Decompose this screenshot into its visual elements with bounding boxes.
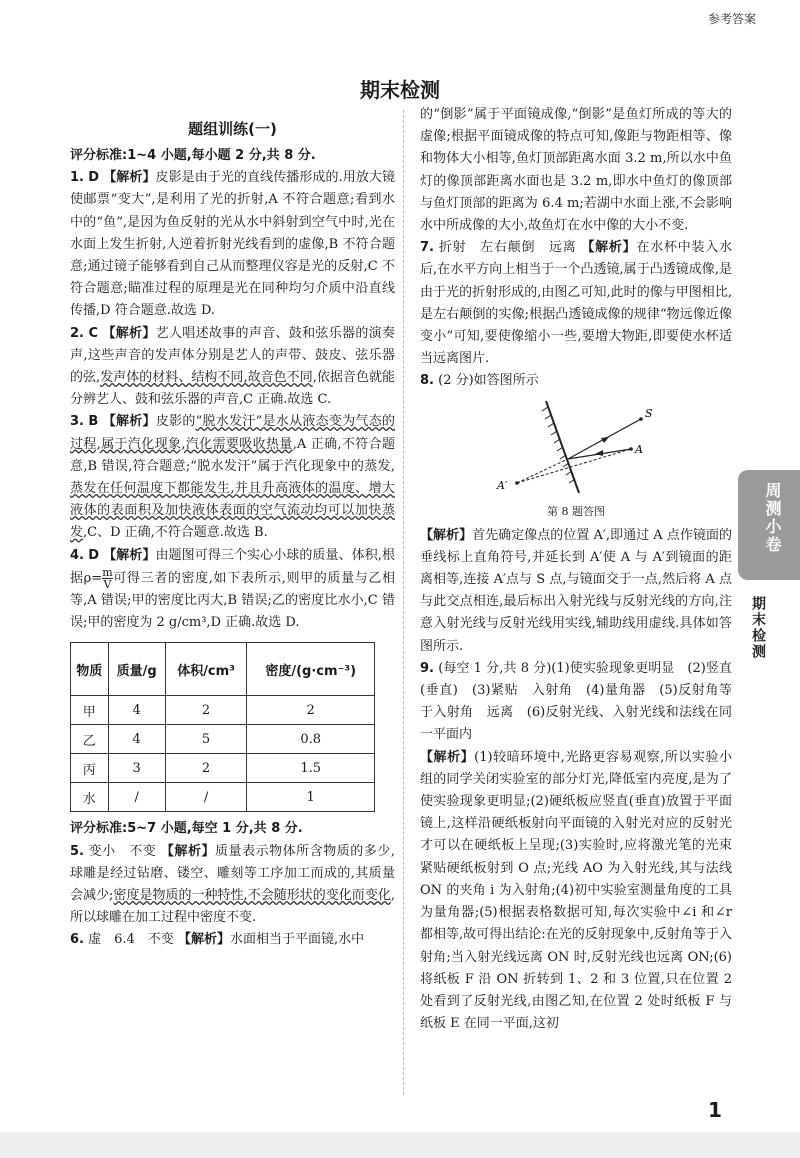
question-7 <box>420 237 732 370</box>
point-a <box>629 447 633 451</box>
page-number: 1 <box>708 1098 722 1122</box>
q2-key-point: 发声体的材料、结构不同,故音色不同 <box>100 370 313 386</box>
table-header: 物质 <box>71 643 109 696</box>
q2-text-1: 艺人唱述故事的声音、鼓和弦乐器的演奏声,这些声音的发声体分别是艺人的声带、鼓皮、弦乐器的弦, <box>70 325 395 386</box>
q6-continued: 的“倒影”属于平面镜成像,“倒影”是鱼灯所成的等大的虚像;根据平面镜成像的特点可知,像距与物距相等、像和物体大小相等,鱼灯顶部距离水面 3.2 m,所以水中鱼灯的像顶部距离水面也是 3.2 m,即水中鱼灯的像顶部与鱼灯顶部的距离为 6.4 m;若湖中水面上涨,不会影响水中所成像的大小,故鱼灯在水中像的大小不变. <box>420 107 732 234</box>
density-table <box>70 642 375 812</box>
table-cell: 2 <box>165 696 247 725</box>
section-title: 题组训练(一) <box>188 120 277 138</box>
bottom-band <box>0 1132 800 1158</box>
q4-text-1: 由题图可得三个实心小球的质量、体积,根据 <box>70 547 395 586</box>
q7-number: 7. <box>420 240 434 256</box>
q8-number: 8. <box>420 373 434 389</box>
q6-answer: 虚 6.4 不变 <box>88 932 174 948</box>
question-6 <box>70 929 395 951</box>
q8-analysis-tag: 【解析】 <box>420 527 473 543</box>
table-cell: 1.5 <box>247 754 375 783</box>
q3-analysis-tag: 【解析】 <box>102 414 156 430</box>
question-2 <box>70 323 395 412</box>
question-1 <box>70 167 395 322</box>
q7-analysis-tag: 【解析】 <box>581 240 637 256</box>
left-column <box>70 118 395 952</box>
question-5 <box>70 841 395 930</box>
question-4 <box>70 545 395 635</box>
table-row <box>71 754 375 783</box>
q3-text-3: ,C、D 正确,不符合题意.故选 B. <box>83 525 268 541</box>
q5-key-point: 密度是物质的一种特性,不会随形状的变化而变化 <box>113 888 391 904</box>
density-formula-lhs: ρ= <box>83 570 103 586</box>
table-header-row <box>71 643 375 696</box>
column-divider <box>403 110 404 1095</box>
q3-text-1: 皮影的 <box>155 414 196 430</box>
table-row <box>71 696 375 725</box>
q6-text: 水面相当于平面镜,水中 <box>229 932 365 948</box>
table-cell: / <box>108 783 165 812</box>
table-row <box>71 783 375 812</box>
question-9 <box>420 658 732 747</box>
q1-analysis-tag: 【解析】 <box>103 170 156 186</box>
formula-denominator: V <box>103 577 112 591</box>
q3-key-point-2: 蒸发在任何温度下都能发生,并且升高液体的温度、增大液体的表面积及加快液体表面的空气流动均可以加快蒸发 <box>70 481 395 541</box>
q5-text-1: 质量表示物体所含物质的多少,球雕是经过钻磨、镂空、雕刻等工序加工而成的,其质量会减少; <box>70 843 395 904</box>
table-header: 体积/cm³ <box>165 643 247 696</box>
table-cell: 5 <box>165 725 247 754</box>
q5-number: 5. <box>70 843 84 859</box>
side-label: 期末检测 <box>750 596 766 660</box>
q2-analysis-tag: 【解析】 <box>102 325 156 341</box>
q3-text-2: ,A 正确,不符合题意,B 错误,符合题意;“脱水发汗”属于汽化现象中的蒸发, <box>70 436 395 474</box>
table-cell: 4 <box>108 696 165 725</box>
q2-answer: C <box>88 325 98 341</box>
q9-text: (每空 1 分,共 8 分)(1)使实验现象更明显 (2)竖直(垂直) (3)紧贴 入射角 (4)量角器 (5)反射角等于入射角 远离 (6)反射光线、入射光线和法线在同一平面内 <box>420 660 732 743</box>
point-s <box>639 417 643 421</box>
q5-answer: 变小 不变 <box>88 843 157 859</box>
table-cell: 2 <box>165 754 247 783</box>
table-cell: 甲 <box>71 696 109 725</box>
q1-number: 1. <box>70 170 84 186</box>
q1-answer: D <box>88 170 99 186</box>
q8-figure-caption: 第 8 题答图 <box>547 504 605 518</box>
q7-answer: 折射 左右颠倒 远离 <box>438 240 577 256</box>
q8-figure <box>420 397 732 501</box>
q5-analysis-tag: 【解析】 <box>160 843 216 859</box>
question-8 <box>420 370 732 392</box>
q5-text-2: ,所以球雕在加工过程中密度不变. <box>70 888 395 926</box>
side-tab-label: 周测小卷 <box>763 482 782 554</box>
q8-analysis <box>420 525 732 658</box>
header-label: 参考答案 <box>707 12 756 26</box>
q4-number: 4. <box>70 547 84 563</box>
table-cell: 丙 <box>71 754 109 783</box>
formula-numerator: m <box>102 565 113 579</box>
q9-analysis-tag: 【解析】 <box>420 749 475 765</box>
q2-text-2: ,依据音色就能分辨艺人、鼓和弦乐器的声音,C 正确.故选 C. <box>70 370 396 408</box>
q4-analysis-tag: 【解析】 <box>103 547 156 563</box>
mirror-reflection-diagram <box>491 397 661 497</box>
virtual-ray <box>517 459 568 483</box>
scoring-standard-1: 评分标准:1~4 小题,每小题 2 分,共 8 分. <box>70 148 316 163</box>
q9-analysis <box>420 747 732 1036</box>
label-s: S <box>645 406 653 420</box>
q6-analysis-tag: 【解析】 <box>177 932 230 948</box>
top-bar <box>0 0 800 38</box>
q6-number: 6. <box>70 932 84 948</box>
q8-analysis-text: 首先确定像点的位置 A′,即通过 A 点作镜面的垂线标上直角符号,并延长到 A′使 A 与 A′到镜面的距离相等,连接 A′点与 S 点,与镜面交于一点,然后将 A 点与此交点相连,最后标出入射光线与反射光线的方向,注意入射光线与反射光线用实线,辅助线用虚线.具体如答图所示. <box>420 527 732 654</box>
table-row <box>71 725 375 754</box>
question-3 <box>70 411 395 544</box>
q4-answer: D <box>88 547 99 563</box>
q9-analysis-text: (1)较暗环境中,光路更容易观察,所以实验小组的同学关闭实验室的部分灯光,降低室内亮度,是为了使实验现象更明显;(2)硬纸板应竖直(垂直)放置于平面镜上,这样沿硬纸板射向平面镜的入射光对应的反射光才可以在硬纸板上呈现;(3)实验时,应将激光笔的光束紧贴硬纸板射到 O 点;光线 AO 为入射光线,其与法线 ON 的夹角 i 为入射角;(4)初中实验室测量角度的工具为量角器;(5)根据表格数据可知,每次实验中∠i 和∠r 都相等,故可得出结论:在光的反射现象中,反射角等于入射角;当入射光线远离 ON 时,反射光线也远离 ON;(6)将纸板 F 沿 ON 折转到 1、2 和 3 位置,只在位置 2 处看到了反射光线,由图乙知,在位置 2 处时纸板 F 与纸板 E 在同一平面,这初 <box>420 749 732 1032</box>
label-a-prime: A′ <box>497 478 508 492</box>
label-a: A <box>635 442 643 456</box>
q3-answer: B <box>88 414 99 430</box>
table-cell: 4 <box>108 725 165 754</box>
table-cell: 0.8 <box>247 725 375 754</box>
q3-number: 3. <box>70 414 84 430</box>
q3-key-point-1: “脱水发汗”是水从液态变为气态的过程,属于汽化现象,汽化需要吸收热量 <box>70 414 395 452</box>
q9-number: 9. <box>420 660 434 676</box>
page-title: 期末检测 <box>360 78 440 102</box>
table-cell: 水 <box>71 783 109 812</box>
table-cell: 3 <box>108 754 165 783</box>
table-cell: 1 <box>247 783 375 812</box>
q4-text-2: 可得三者的密度,如下表所示,则甲的质量与乙相等,A 错误;甲的密度比丙大,B 错误;乙的密度比水小,C 错误;甲的密度为 2 g/cm³,D 正确.故选 D. <box>70 570 395 631</box>
mirror-hatching <box>542 407 575 483</box>
q7-text: 在水杯中装入水后,在水平方向上相当于一个凸透镜,属于凸透镜成像,是由于光的折射形成的,由图乙可知,此时的像与甲图相比,是左右颠倒的实像;根据凸透镜成像的规律“物远像近像变小”可知,要使像缩小一些,要增大物距,即要使水杯适当远离图片. <box>420 240 732 367</box>
point-a-prime <box>515 481 519 485</box>
table-header: 质量/g <box>108 643 165 696</box>
q8-text: (2 分)如答图所示 <box>438 373 539 389</box>
q1-text: 皮影是由于光的直线传播形成的.用放大镜使邮票“变大”,是利用了光的折射,A 不符合题意;看到水中的“鱼”,是因为鱼反射的光从水中斜射到空气中时,光在水面上发生折射,人逆着折射光线看到的虚像,B 不符合题意;通过镜子能够看到自己从而整理仪容是光的反射,C 不符合题意;瞄准过程的原理是光在同种均匀介质中沿直线传播,D 符合题意.故选 D. <box>70 170 395 319</box>
density-formula-fraction <box>102 567 112 590</box>
q2-number: 2. <box>70 325 84 341</box>
table-cell: 乙 <box>71 725 109 754</box>
right-column <box>420 104 732 1035</box>
table-header: 密度/(g·cm⁻³) <box>247 643 375 696</box>
scoring-standard-2: 评分标准:5~7 小题,每空 1 分,共 8 分. <box>70 821 303 837</box>
table-cell: / <box>165 783 247 812</box>
reflected-arrow <box>601 437 609 443</box>
table-cell: 2 <box>247 696 375 725</box>
